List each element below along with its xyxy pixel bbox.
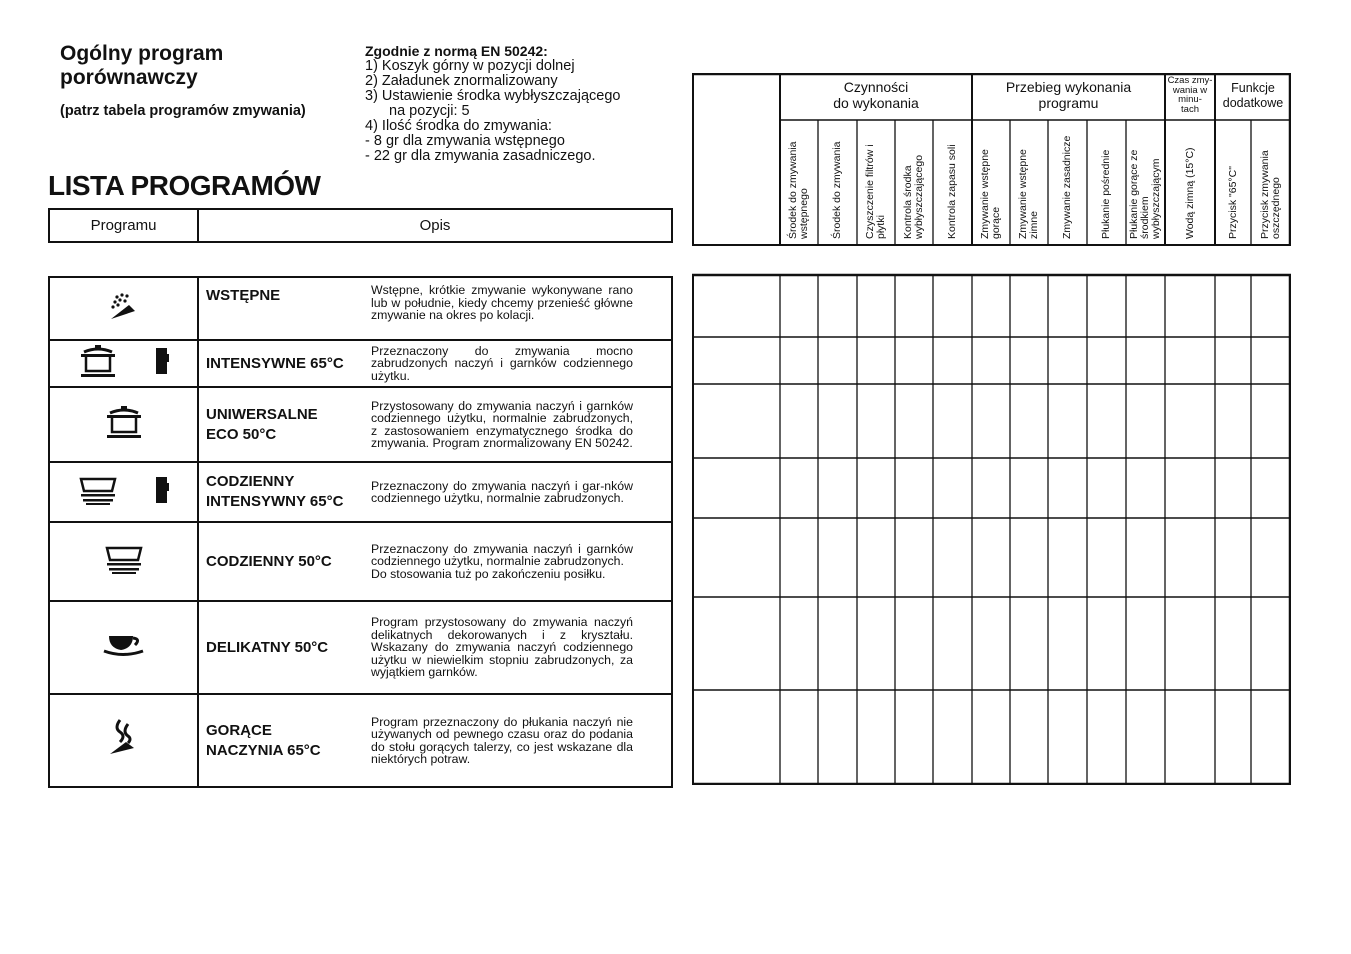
feature-grid — [692, 73, 1291, 785]
norm-line: - 22 gr dla zmywania zasadniczego. — [365, 148, 596, 164]
column-header: Zmywanie zasadnicze — [1061, 135, 1073, 239]
hot-dishes-icon — [108, 718, 140, 763]
intensive-button-icon — [154, 475, 170, 510]
page-title: LISTA PROGRAMÓW — [48, 170, 321, 201]
pot-icon — [104, 405, 144, 444]
table-row — [50, 521, 671, 600]
program-icon-cell — [50, 278, 199, 339]
program-name-line: UNIWERSALNE — [206, 405, 318, 423]
comparison-subtitle: (patrz tabela programów zmywania) — [60, 103, 306, 119]
program-name-line: NACZYNIA 65°C — [206, 741, 321, 759]
column-header: Zmywanie wstępne gorące — [979, 149, 1002, 239]
column-header: Kontrola środka wybłyszczającego — [902, 154, 925, 239]
column-header: Czyszczenie filtrów i płytki — [864, 144, 887, 239]
column-header: Przycisk zmywania oszczędnego — [1259, 150, 1282, 239]
program-table — [48, 276, 673, 788]
program-name — [199, 388, 366, 461]
column-header: Środek do zmywania — [831, 141, 843, 239]
column-group-header: Funkcje dodatkowe — [1222, 81, 1284, 110]
program-icon-cell — [50, 463, 199, 521]
program-description — [366, 695, 671, 786]
column-header: Przycisk "65°C" — [1226, 166, 1239, 239]
table-row — [50, 278, 671, 339]
program-name — [199, 602, 366, 693]
program-icon-cell — [50, 341, 199, 386]
program-name-line: CODZIENNY 50°C — [206, 552, 332, 570]
program-description — [366, 278, 671, 339]
program-description — [366, 523, 671, 600]
program-icon-cell — [50, 695, 199, 786]
program-name-line: INTENSYWNY 65°C — [206, 493, 344, 510]
header-description: Opis — [419, 217, 451, 234]
table-row — [50, 693, 671, 786]
column-group-header: Czas zmy- wania w minu- tach — [1167, 75, 1213, 115]
program-icon-cell — [50, 523, 199, 600]
program-description-text: Przystosowany do zmywania naczyń i garnków codziennego użytku, normalnie zabrudzonych, z zastosowaniem enzymatycznego środka do zmywania. Program znormalizowany EN 50242. — [371, 398, 633, 450]
norm-heading: Zgodnie z normą EN 50242: — [365, 43, 548, 59]
plates-icon — [104, 544, 144, 579]
program-name-line: WSTĘPNE — [206, 287, 281, 304]
program-description-text: Przeznaczony do zmywania naczyń i gar-nków codziennego użytku, normalnie zabrudzonych. — [371, 478, 633, 505]
prewash-spray-icon — [107, 291, 141, 326]
column-header: Kontrola zapasu soli — [946, 144, 958, 239]
program-icon-cell — [50, 602, 199, 693]
intensive-button-icon — [154, 346, 170, 381]
program-description-text: Program przeznaczony do płukania naczyń nie używanych od pewnego czasu oraz do podania do stołu gorących talerzy, co jest wskazane dla niektórych potraw. — [371, 714, 633, 766]
column-header: Płukanie pośrednie — [1100, 149, 1112, 239]
header-program: Programu — [50, 210, 199, 241]
program-name-line: GORĄCE — [206, 721, 272, 739]
plates-icon — [78, 475, 118, 510]
program-name-line: INTENSYWNE 65°C — [206, 354, 344, 372]
column-header: Płukanie gorące ze środkiem wybłyszczającym — [1128, 149, 1162, 239]
column-header: Zmywanie wstępne zimne — [1017, 149, 1040, 239]
column-header: Wodą zimną (15°C) — [1183, 147, 1196, 239]
norm-block — [365, 44, 675, 164]
table-row — [50, 461, 671, 521]
norm-line: 4) Ilość środka do zmywania: — [365, 118, 552, 134]
program-name-line: ECO 50°C — [206, 425, 277, 443]
norm-line: - 8 gr dla zmywania wstępnego — [365, 133, 565, 149]
comparison-title: Ogólny program porównawczy — [60, 42, 224, 89]
norm-line: na pozycji: 5 — [389, 103, 470, 119]
column-group-header: Czynności do wykonania — [833, 79, 919, 111]
program-name — [199, 463, 366, 521]
program-description-text: Przeznaczony do zmywania mocno zabrudzonych naczyń i garnków codziennego użytku. — [371, 343, 633, 383]
program-description — [366, 602, 671, 693]
program-description-text: Przeznaczony do zmywania naczyń i garnków codziennego użytku, normalnie zabrudzonych. Do stosowania tuż po zakończeniu posiłku. — [371, 541, 633, 581]
table-row — [50, 386, 671, 461]
program-name-line: CODZIENNY — [206, 473, 295, 490]
program-name — [199, 523, 366, 600]
program-name-line: DELIKATNY 50°C — [206, 638, 329, 656]
program-description — [366, 463, 671, 521]
program-name — [199, 278, 366, 339]
table-row — [50, 339, 671, 386]
cup-icon — [103, 632, 145, 663]
column-group-header: Przebieg wykonania programu — [1005, 79, 1132, 111]
norm-line: 1) Koszyk górny w pozycji dolnej — [365, 58, 575, 74]
program-description-text: Program przystosowany do zmywania naczyń delikatnych dekorowanych i z kryształu. Wskazany do zmywania naczyń codziennego użytku w niewielkim stopniu zabrudzonych, za wyjątkiem garnków. — [371, 615, 633, 680]
column-header: Środek do zmywania wstępnego — [787, 141, 810, 239]
program-name — [199, 695, 366, 786]
program-name — [199, 341, 366, 386]
program-table-header — [48, 208, 673, 243]
pot-icon — [78, 344, 118, 383]
table-row — [50, 600, 671, 693]
program-icon-cell — [50, 388, 199, 461]
program-description — [366, 341, 671, 386]
program-description — [366, 388, 671, 461]
norm-line: 2) Załadunek znormalizowany — [365, 73, 558, 89]
norm-line: 3) Ustawienie środka wybłyszczającego — [365, 88, 621, 104]
program-description-text: Wstępne, krótkie zmywanie wykonywane rano lub w południe, kiedy chcemy przenieść główne zmywanie na okres po kolacji. — [371, 283, 633, 322]
